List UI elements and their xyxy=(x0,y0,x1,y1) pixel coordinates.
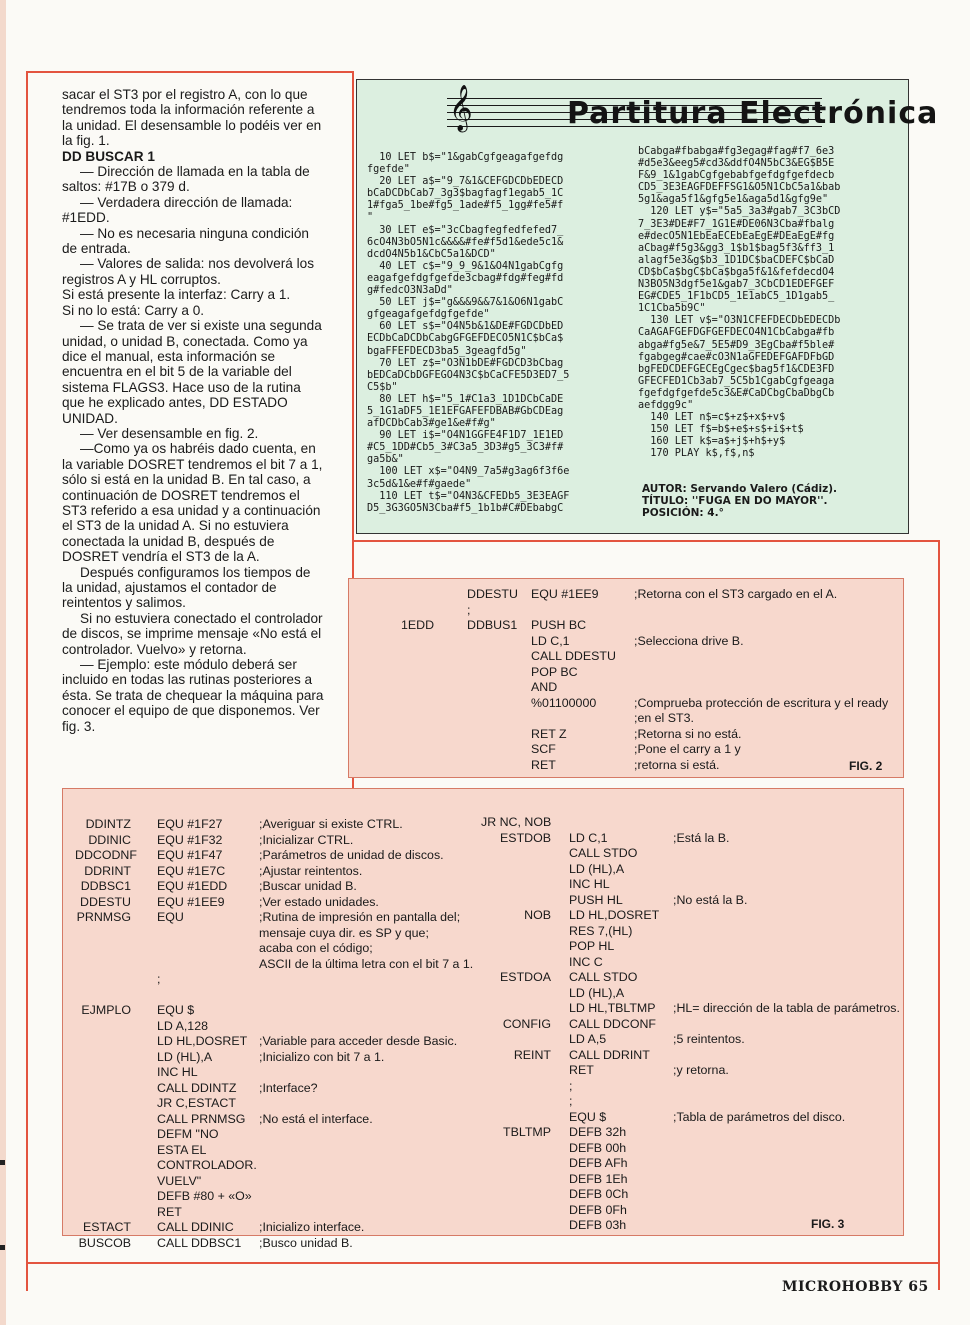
rule-left-vertical xyxy=(26,71,28,1291)
paragraph: sacar el ST3 por el registro A, con lo que tendremos toda la información referente a la unidad. El desensamble lo podéis ver en la fig. 1. xyxy=(62,87,322,149)
paragraph: — Ejemplo: este módulo deberá ser incluido en todas las rutinas posteriores a ésta. Se trata de chequear la máquina para conocer el equipo de que disponemos. Ver fig. 3. xyxy=(62,657,324,734)
section-heading: DD BUSCAR 1 xyxy=(62,148,155,164)
paragraph: — Dirección de llamada en la tabla de saltos: #17B o 379 d. xyxy=(62,164,310,195)
margin-mark xyxy=(0,1245,5,1250)
figure-label: FIG. 2 xyxy=(849,759,883,773)
paragraph: —Como ya os habréis dado cuenta, en la variable DOSRET tendremos el bit 7 a 1, sólo si está en la unidad B. En tal caso, a continuación de DOSRET tendremos el ST3 referido a esa unidad y a continuación el ST3 de la unidad A. Si no estuviera conectada la unidad B, después de DOSRET vendría el ST3 de la A. xyxy=(62,441,323,565)
rule-right-vertical xyxy=(938,540,940,1290)
article-body xyxy=(62,87,324,734)
paragraph: Si no estuviera conectado el controlador de discos, se imprime mensaje «No está el controlador. Vuelvo» y retorna. xyxy=(62,610,323,657)
paragraph: — Valores de salida: nos devolverá los registros A y HL corruptos. xyxy=(62,256,314,287)
figure-2-listing xyxy=(348,578,904,778)
rule-bottom xyxy=(26,1262,940,1264)
partitura-title-banner xyxy=(447,85,939,131)
figure-3-listing xyxy=(62,788,904,1250)
page-number: 65 xyxy=(908,1279,929,1295)
basic-listing-left: 10 LET b$="1&gabCgfgeagafgefdg fgefde" 20 LET a$="9_7&1&CEFGDCDbEDECD bCaDCDbCab7_3g3$bagfagf1egab5_1C 1#fga5_1be#fg5_1ade#f5_1gg#fe5#f " 30 LET e$="3cCbagfegfedfefed7_ 6cO4N3bO5N1c&&&&#fe#f5d1&ede5c1& dcdO4N5b1&CbC5a1&DCD" 40 LET c$="9_9_9&1&O4N1gabCgfg eagafgefdgfgefde3cbag#fdg#feg#fd g#fedcO3N3aDd" 50 LET j$="g&&&9&&7&1&O6N1gabC gfgeagafgefdgfgefde" 60 LET s$="O4N5b&1&DE#FGDCDbED ECDbCaDCDbCabgGFGEFDECO5N1C$bCa$ bgaFFEFDECD3ba5_3geagfd5g" 70 LET z$="O3N1bDE#FGDCD3bCbag bEDCaDCbDGFEGO4N3C$bCaCFE5D3ED7_5 C5$b" 80 LET h$="5_1#C1a3_1D1DCbCaDE 5_1G1aDF5_1E1EFGAFEFDBAB#GbCDEag afDCDbCab3#ge1&e#f#g" 90 LET i$="O4N1GGFE4F1D7_1E1ED #C5_1DD#Cb5_3#C3a5_3D3#g5_3C3#f# ga5b&" 100 LET x$="O4N9_7a5#g3ag6f3f6e 3c5d&1&e#f#gaede" 110 LET t$="O4N3&CFEDb5_3E3EAGF D5_3G3GO5N3Cba#f5_1b1b#C#DEbabgC xyxy=(367,152,570,514)
paragraph: Después configuramos los tiempos de la unidad, ajustamos el contador de reintentos y salimos. xyxy=(62,564,311,611)
fig3-left-label-column: DDINTZ DDINIC DDCODNF DDRINT DDBSC1 DDESTU PRNMSG EJMPLO ESTACT BUSCOB xyxy=(75,817,137,1250)
fig3-right-opcode-column: LD C,1 CALL STDO LD (HL),A INC HL PUSH HL LD HL,DOSRET RES 7,(HL) POP HL INC C CALL STDO LD (HL),A LD HL,TBLTMP CALL DDCONF LD A,5 CALL DDRINT RET ; ; EQU $ DEFB 32h DEFB 00h DEFB AFh DEFB 1Eh DEFB 0Ch DEFB 0Fh DEFB 03h xyxy=(569,830,660,1232)
partitura-title: Partitura Electrónica xyxy=(567,96,939,131)
paragraph: Si no lo está: Carry a 0. xyxy=(62,302,205,318)
paragraph: — Ver desensamble en fig. 2. xyxy=(80,425,259,441)
fig2-address-column: 1EDD xyxy=(401,618,435,632)
fig2-opcode-column: EQU #1EE9 PUSH BC LD C,1 CALL DDESTU POP BC AND %01100000 RET Z SCF RET xyxy=(531,587,616,772)
paragraph: — No es necesaria ninguna condición de entrada. xyxy=(62,225,309,257)
page-footer xyxy=(782,1279,929,1295)
treble-clef-icon: 𝄞 xyxy=(449,85,473,131)
fig2-comment-column: ;Retorna con el ST3 cargado en el A. ;Selecciona drive B. ;Comprueba protección de escritura y el ready ;en el ST3. ;Retorna si no está. ;Pone el carry a 1 y ;retorna si está. xyxy=(634,587,889,772)
partitura-box xyxy=(356,79,939,534)
basic-listing-right: bCabga#fbabga#fg3egag#fag#f7_6e3 #d5e3&eeg5#cd3&ddfO4N5bC3&EG$B5E F&9_1&1gabCgfgebabfgefdgfgefdecb CD5_3E3EAGFDEFFSG1&O5N1CbC5a1&bab 5g1&aga5f1&gfg5e1&aga5d1&gfg9e" 120 LET y$="5a5_3a3#gab7_3C3bCD 7_3E3#DE#F7_1G1E#DE06N3Cba#fbalg e#decO5N1EbEaECEbEaEgE#DEaEgE#fg aCbag#f5g3&gg3_1$b1$bag5f3&ff3_1 alagf5e3&g$b3_1D1DC$baCDEFC$bCaD CD$bCa$bgC$bCa$bga5f&1&fefdecdO4 N3BO5N3dgf5e1&gab7_3CbCD1EDEFGEF EG#CDE5_1F1bCD5_1E1abC5_1D1gab5_ 1C1Cba5b9C" 130 LET v$="O3N1CFEFDECDbEDECDb CaAGAFGEFDGFGEFDECO4N1CbCabga#fb abga#fg5e&7_5E5#D9_3EgCba#f5ble# fgabgeg#cae#cO3N1aGFEDEFGAFDFbGD bgFEDCDEFGECEgCgec$bag5f1&CDE3FD GFECFED1Cb3ab7_5C5b1CgabCgfgeaga fgefdgfgefde5c3&E#CaDCbgCbaDbgCb aefdgg9c" 140 LET n$=c$+z$+x$+v$ 150 LET f$=b$+e$+s$+i$+t$ 160 LET k$=a$+j$+h$+y$ 170 PLAY k$,f$,n$ xyxy=(638,146,841,460)
margin-mark xyxy=(0,1160,5,1165)
fig2-label-column: DDESTU ; DDBUS1 xyxy=(467,587,518,632)
fig3-right-comment-column: ;Está la B. ;No está la B. ;HL= dirección de la tabla de parámetros. ;5 reintentos. ;y retorna. ;Tabla de parámetros del disco. xyxy=(673,830,900,1124)
rule-middle-horizontal xyxy=(354,540,940,542)
paragraph: — Verdadera dirección de llamada: #1EDD. xyxy=(62,194,293,226)
magazine-name: MICROHOBBY xyxy=(782,1279,903,1295)
fig3-left-comment-column: ;Averiguar si existe CTRL. ;Inicializar CTRL. ;Parámetros de unidad de discos. ;Ajustar reintentos. ;Buscar unidad B. ;Ver estado unidades. ;Rutina de impresión en pantalla del; mensaje cuya dir. es SP y que; acaba con el código; ASCII de la última letra con el bit 7 a 1. ;Variable para acceder desde Basic. ;Inicializo con bit 7 a 1. ;Interface? ;No está el interface. ;Inicializo interface. ;Busco unidad B. xyxy=(259,817,474,1250)
rule-top-left xyxy=(26,71,352,73)
paragraph: — Se trata de ver si existe una segunda unidad, o unidad B, conectada. Como ya dice el manual, esta información se encuentra en el bit 5 de la variable del sistema FLAGS3. Hace uso de la rutina que he explicado antes, DD ESTADO UNIDAD. xyxy=(62,318,322,426)
paragraph: Si está presente la interfaz: Carry a 1. xyxy=(62,287,291,303)
fig3-right-label-column: JR NC, NOB ESTDOB NOB ESTDOA CONFIG REINT TBLTMP xyxy=(481,815,552,1139)
program-credits: AUTOR: Servando Valero (Cádiz). TÍTULO: ''FUGA EN DO MAYOR''. POSICIÓN: 4.° xyxy=(642,483,838,519)
fig3-left-opcode-column: EQU #1F27 EQU #1F32 EQU #1F47 EQU #1E7C EQU #1EDD EQU #1EE9 EQU ; EQU $ LD A,128 LD HL,DOSRET LD (HL),A INC HL CALL DDINTZ JR C,ESTACT CALL PRNMSG DEFM "NO ESTA EL CONTROLADOR. VUELV" DEFB #80 + «O» RET CALL DDINIC CALL DDBSC1 xyxy=(157,817,257,1250)
page-edge xyxy=(0,0,6,1325)
figure-label: FIG. 3 xyxy=(811,1217,845,1231)
